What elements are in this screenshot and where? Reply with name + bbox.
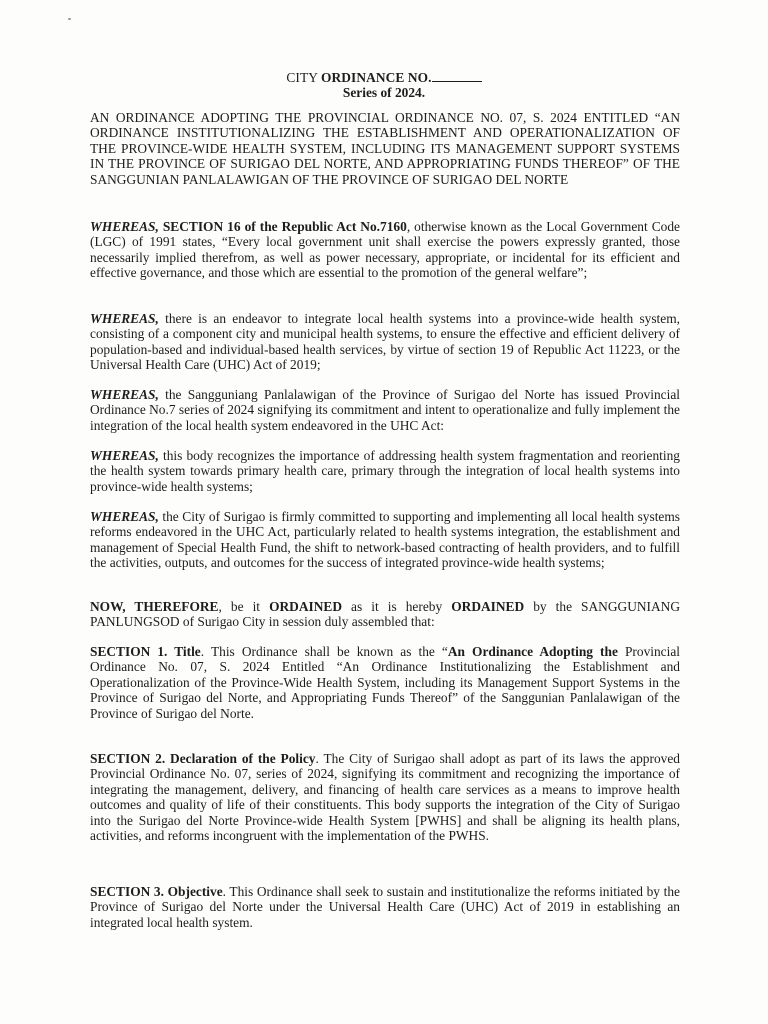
ordinance-header (0, 70, 768, 100)
whereas-label: WHEREAS, (90, 448, 159, 463)
ordinance-number-blank (432, 70, 482, 82)
whereas-clause-5 (90, 509, 680, 571)
whereas-text: the City of Surigao is firmly committed to supporting and implementing all local health systems reforms endeavored in the UHC Act, particularly related to health systems integration, the establishment and management of Special Health Fund, the shift to network-based contracting of health providers, and to fulfill the activities, outputs, and outcomes for the success of integrated province-wide health systems; (90, 509, 680, 571)
section-3-objective (90, 884, 680, 930)
ordinance-title: AN ORDINANCE ADOPTING THE PROVINCIAL ORDINANCE NO. 07, S. 2024 ENTITLED “AN ORDINANCE INSTITUTIONALIZING THE ESTABLISHMENT AND OPERATIONALIZATION OF THE PROVINCE-WIDE HEALTH SYSTEM, INCLUDING ITS MANAGEMENT SUPPORT SYSTEMS IN THE PROVINCE OF SURIGAO DEL NORTE, AND APPROPRIATING FUNDS THEREOF” OF THE SANGGUNIAN PANLALAWIGAN OF THE PROVINCE OF SURIGAO DEL NORTE (90, 110, 680, 187)
whereas-clause-2 (90, 311, 680, 373)
whereas-clause-3 (90, 387, 680, 433)
section-text: . This Ordinance shall be known as the “ (200, 644, 448, 659)
whereas-label: WHEREAS, (90, 387, 159, 402)
enacting-clause (90, 599, 680, 630)
whereas-text: there is an endeavor to integrate local health systems into a province-wide health system, consisting of a component city and municipal health systems, to ensure the effective and efficient delivery of population-based and individual-based health services, by virtue of section 19 of Republic Act 11223, or the Universal Health Care (UHC) Act of 2019; (90, 311, 680, 373)
section-bold-title: An Ordinance Adopting the (447, 644, 618, 659)
whereas-text: this body recognizes the importance of addressing health system fragmentation and reorienting the health system towards primary health care, primary through the integration of local health systems into province-wide health systems; (90, 448, 680, 494)
now-therefore-label: NOW, THEREFORE (90, 599, 219, 614)
section-1-title (90, 644, 680, 721)
whereas-text: , otherwise known as the Local Government Code (LGC) of 1991 states, “Every local government unit shall exercise the powers expressly granted, those necessarily implied therefrom, as well as power necessary, appropriate, or incidental for its efficient and effective governance, and those which are essential to the promotion of the general welfare”; (90, 219, 680, 281)
section-2-declaration-of-policy (90, 751, 680, 843)
whereas-clause-1 (90, 219, 680, 281)
enacting-text: , be it (218, 599, 270, 614)
ordinance-number-line (0, 70, 768, 85)
whereas-reference: SECTION 16 of the Republic Act No.7160 (158, 219, 407, 234)
scan-speck (68, 18, 71, 20)
section-heading: SECTION 2. Declaration of the Policy (90, 751, 316, 766)
whereas-label: WHEREAS, (90, 509, 159, 524)
ordinance-no-label: ORDINANCE NO. (320, 70, 432, 85)
whereas-text: the Sangguniang Panlalawigan of the Province of Surigao del Norte has issued Provincial Ordinance No.7 series of 2024 signifying its commitment and intent to operationalize and fully implement the integration of the local health system endeavored in the UHC Act: (90, 387, 680, 433)
section-text: . This Ordinance shall seek to sustain and institutionalize the reforms initiated by the Province of Surigao del Norte under the Universal Health Care (UHC) Act of 2019 in establishing an integrated local health system. (90, 884, 681, 930)
enacting-text: by the SANGGUNIANG PANLUNGSOD of Surigao City in session duly assembled that: (90, 599, 681, 630)
whereas-label: WHEREAS, (90, 219, 159, 234)
whereas-clause-4 (90, 448, 680, 494)
city-label: CITY (286, 70, 321, 85)
ordained-label: ORDAINED (269, 599, 342, 614)
section-heading: SECTION 3. Objective (90, 884, 223, 899)
whereas-label: WHEREAS, (90, 311, 159, 326)
series-line: Series of 2024. (342, 85, 426, 100)
section-text: . The City of Surigao shall adopt as part of its laws the approved Provincial Ordinance No. 07, series of 2024, signifying its commitment and recognizing the importance of integrating the management, delivery, and financing of health care services as a means to improve health outcomes and quality of life of their constituents. This body supports the integration of the City of Surigao into the Surigao del Norte Province-wide Health System [PWHS] and shall be aligning its health plans, activities, and reforms incongruent with the implementation of the PWHS. (90, 751, 680, 844)
enacting-text: as it is hereby (342, 599, 452, 614)
ordained-label: ORDAINED (451, 599, 525, 614)
section-heading: SECTION 1. Title (90, 644, 201, 659)
section-text: Provincial Ordinance No. 07, S. 2024 Entitled “An Ordinance Institutionalizing the Establishment and Operationalization of the Province-Wide Health System, including its Management Support Systems in the Province of Surigao del Norte, and Appropriating Funds Thereof” of the Sanggunian Panlalawigan of the Province of Surigao del Norte. (90, 644, 681, 721)
